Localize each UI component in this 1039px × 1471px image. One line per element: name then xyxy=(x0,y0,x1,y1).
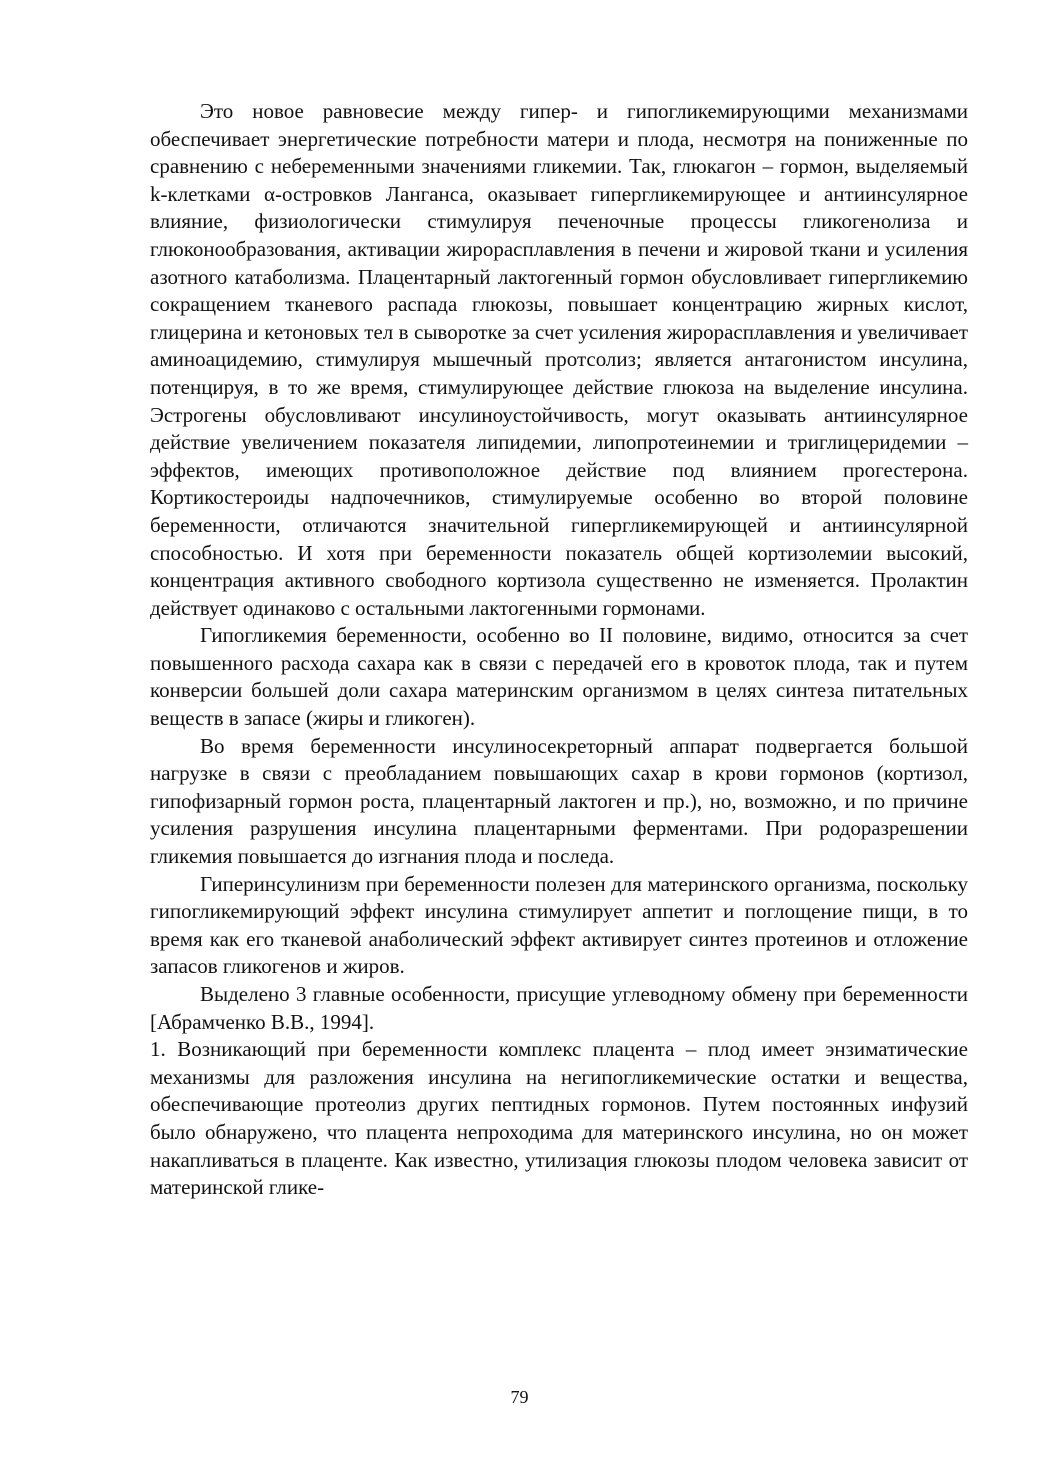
paragraph-hyperinsulinism: Гиперинсулинизм при беременности полезен для материнского организма, поскольку гипогликемирующий эффект инсулина стимулирует аппетит и поглощение пищи, в то время как его тканевой анаболический эффект активирует синтез протеинов и отложение запасов гликогенов и жиров. xyxy=(150,871,968,979)
page-body xyxy=(150,98,968,1202)
paragraph-features-intro: Выделено 3 главные особенности, присущие углеводному обмену при беременности [Абрамченко В.В., 1994]. xyxy=(150,982,968,1034)
paragraph-insulin-secretory: Во время беременности инсулиносекреторный аппарат подвергается большой нагрузке в связи с преобладанием повышающих сахар в крови гормонов (кортизол, гипофизарный гормон роста, плацентарный лактоген и пр.), но, возможно, и по причине усиления разрушения инсулина плацентарными ферментами. При родоразрешении гликемия повышается до изгнания плода и последа. xyxy=(150,733,968,869)
paragraph-hormones: Это новое равновесие между гипер- и гипогликемирующими механизмами обеспечивает энергетические потребности матери и плода, несмотря на пониженные по сравнению с небеременными значениями гликемии. Так, глюкагон – гормон, выделяемый k-клетками α-островков Ланганса, оказывает гипергликемирующее и антиинсулярное влияние, физиологически стимулируя печеночные процессы гликогенолиза и глюконообразования, активации жирорасплавления в печени и жировой ткани и усиления азотного катаболизма. Плацентарный лактогенный гормон обусловливает гипергликемию сокращением тканевого распада глюкозы, повышает концентрацию жирных кислот, глицерина и кетоновых тел в сыворотке за счет усиления жирорасплавления и увеличивает аминоацидемию, стимулируя мышечный протсолиз; является антагонистом инсулина, потенцируя, в то же время, стимулирующее действие глюкоза на выделение инсулина. Эстрогены обусловливают инсулиноустойчивость, могут оказывать антиинсулярное действие увеличением показателя липидемии, липопротеинемии и триглицеридемии – эффектов, имеющих противоположное действие под влиянием прогестерона. Кортикостероиды надпочечников, стимулируемые особенно во второй половине беременности, отличаются значительной гипергликемирующей и антиинсулярной способностью. И хотя при беременности показатель общей кортизолемии высокий, концентрация активного свободного кортизола существенно не изменяется. Пролактин действует одинаково с остальными лактогенными гормонами. xyxy=(150,99,968,620)
list-item-1: 1. Возникающий при беременности комплекс плацента – плод имеет энзиматические механизмы для разложения инсулина на негипогликемические остатки и вещества, обеспечивающие протеолиз других пептидных гормонов. Путем постоянных инфузий было обнаружено, что плацента непроходима для материнского инсулина, но он может накапливаться в плаценте. Как известно, утилизация глюкозы плодом человека зависит от материнской глике- xyxy=(150,1037,968,1200)
paragraph-hypoglycemia: Гипогликемия беременности, особенно во II половине, видимо, относится за счет повышенного расхода сахара как в связи с передачей его в кровоток плода, так и путем конверсии большей доли сахара материнским организмом в целях синтеза питательных веществ в запасе (жиры и гликоген). xyxy=(150,623,968,731)
page-number: 79 xyxy=(510,1387,529,1407)
